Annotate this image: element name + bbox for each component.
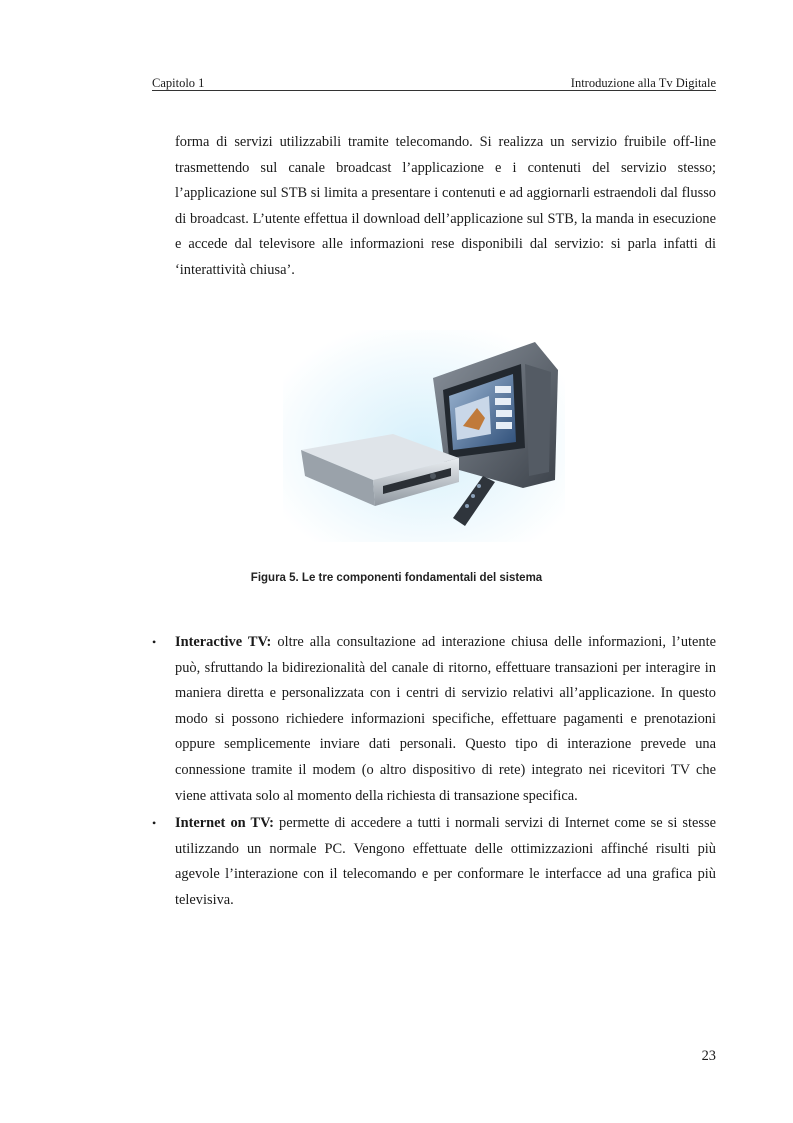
page-header [152,76,716,91]
figure-caption: Figura 5. Le tre componenti fondamentali del sistema [250,572,543,584]
chapter-label: Capitolo 1 [152,76,205,90]
chapter-title: Introduzione alla Tv Digitale [570,76,716,90]
bullet-title: Interactive TV: [175,634,272,650]
list-item [152,811,716,913]
bullet-text: permette di accedere a tutti i normali servizi di Internet come se si stesse utilizzando un normale PC. Vengono effettuate delle ottimizzazioni affinché risulti più agevole l’interazione con il telecomando e per conformare le interfacce ad una grafica più televisiva. [175,815,716,908]
tv-system-illustration [283,330,565,542]
list-item [152,630,716,809]
bullet-icon: • [152,816,157,831]
bullet-icon: • [152,635,157,649]
bullet-text: oltre alla consultazione ad interazione chiusa delle informazioni, l’utente può, sfruttando la bidirezionalità del canale di ritorno, effettuare transazioni per interagire in maniera diretta e personalizzata con i centri di servizio relativi all’applicazione. In questo modo si possono richiedere informazioni specifiche, effettuare pagamenti e prenotazioni oppure semplicemente inviare dati personali. Questo tipo di interazione prevede una connessione tramite il modem (o altro dispositivo di rete) integrato nei ricevitori TV che viene attivata solo al momento della richiesta di transazione specifica. [175,634,716,804]
figure-tv-stb-remote [283,330,565,542]
bullet-title: Internet on TV: [175,815,274,832]
intro-paragraph: forma di servizi utilizzabili tramite telecomando. Si realizza un servizio fruibile off-line trasmettendo sul canale broadcast l’applicazione e i contenuti del servizio stesso; l’applicazione sul STB si limita a presentare i contenuti e ad aggiornarli estraendoli dal flusso di broadcast. L’utente effettua il download dell’applicazione sul STB, la manda in esecuzione e accede dal televisore alle informazioni rese disponibili dal servizio: si parla infatti di ‘interattività chiusa’. [175,134,716,278]
bullet-list [152,630,716,916]
page-number: 23 [701,1048,716,1064]
